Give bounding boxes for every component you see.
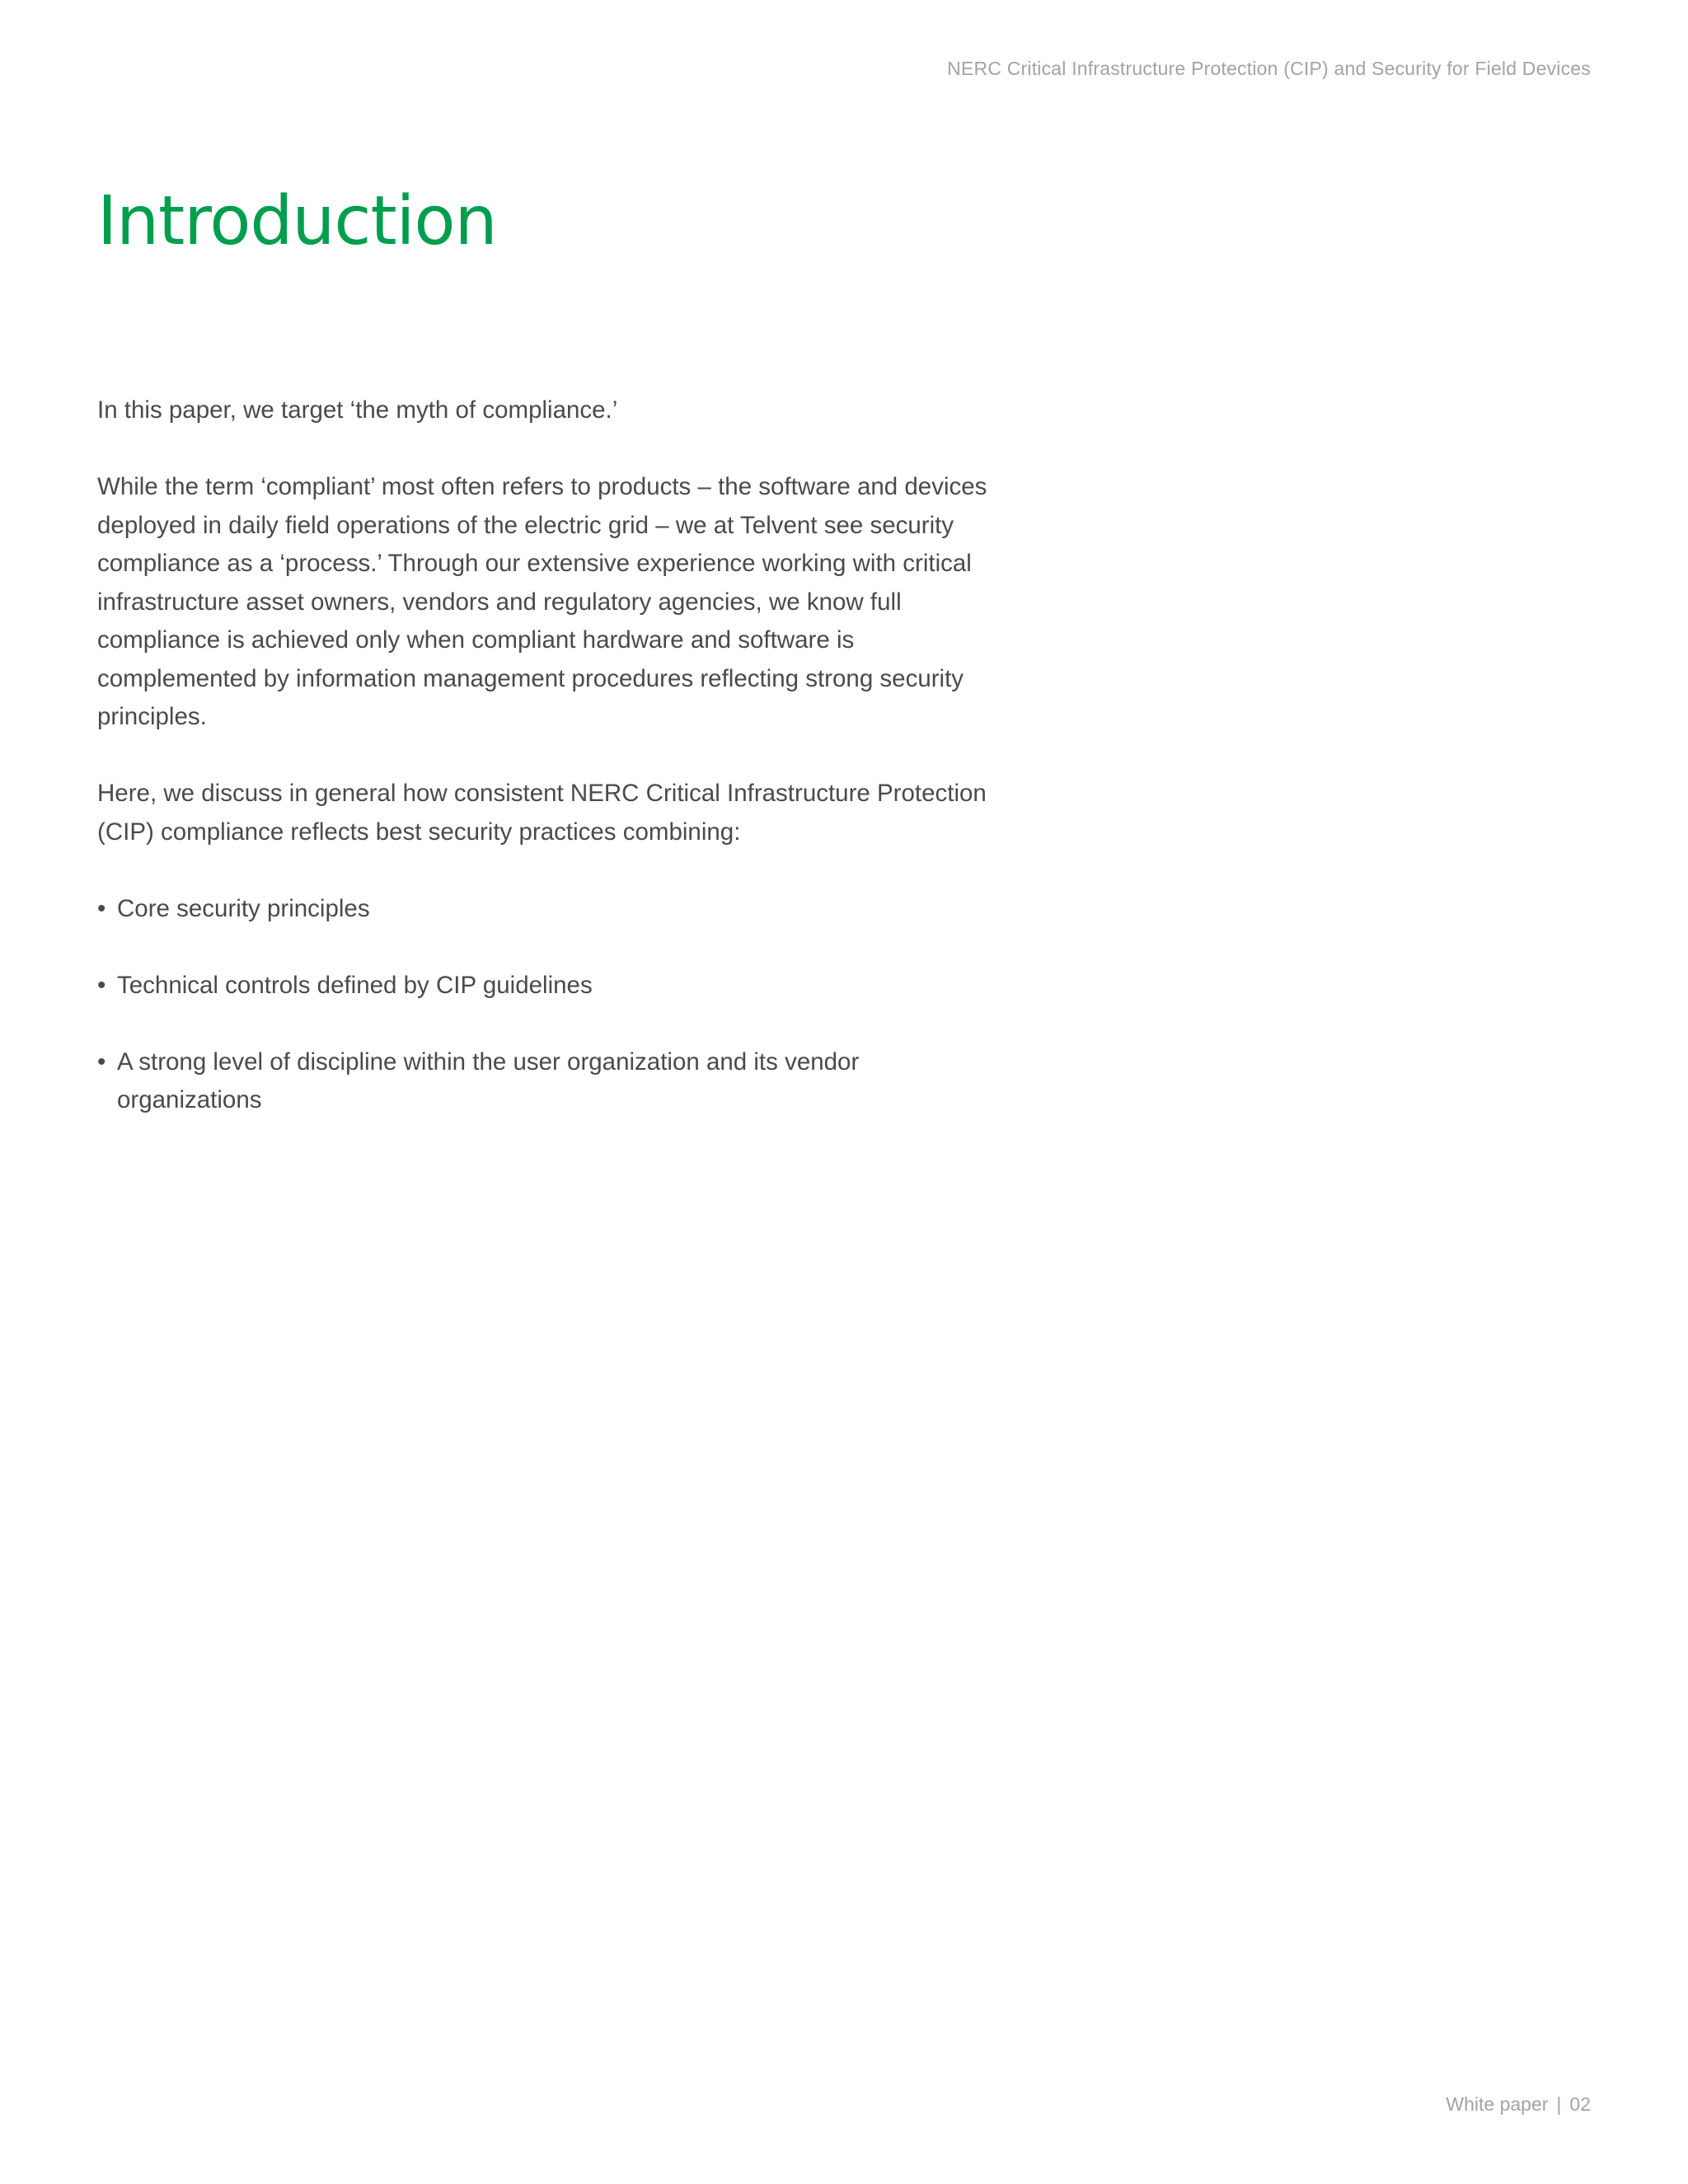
bullet-text: Core security principles xyxy=(117,894,370,922)
bullet-icon: • xyxy=(97,1047,106,1076)
page-title: Introduction xyxy=(97,182,497,260)
bullet-item xyxy=(97,967,992,1005)
bullet-icon: • xyxy=(97,971,106,999)
running-header: NERC Critical Infrastructure Protection (CIP) and Security for Field Devices xyxy=(947,58,1591,79)
page-number: 02 xyxy=(1569,2093,1591,2115)
intro-paragraph-3: Here, we discuss in general how consistent NERC Critical Infrastructure Protection (CIP) compliance reflects best security practices combining: xyxy=(97,780,987,846)
bullet-item xyxy=(97,1043,992,1120)
bullet-list xyxy=(97,890,992,1120)
body-content xyxy=(97,391,992,1158)
footer-separator: | xyxy=(1556,2093,1562,2115)
bullet-text: Technical controls defined by CIP guidelines xyxy=(117,971,593,999)
running-footer xyxy=(1446,2093,1591,2116)
bullet-icon: • xyxy=(97,894,106,922)
intro-paragraph-1: In this paper, we target ‘the myth of compliance.’ xyxy=(97,396,618,424)
bullet-item xyxy=(97,890,992,929)
footer-doc-type: White paper xyxy=(1446,2093,1549,2115)
intro-paragraph-2: While the term ‘compliant’ most often refers to products – the software and devices deployed in daily field operations of the electric grid – we at Telvent see security compliance as a ‘process.’ Through our extensive experience working with critical infrastructure asset owners, vendors and regulatory agencies, we know full compliance is achieved only when compliant hardware and software is complemented by information management procedures reflecting strong security principles. xyxy=(97,473,987,730)
bullet-text: A strong level of discipline within the user organization and its vendor organizations xyxy=(117,1047,860,1113)
